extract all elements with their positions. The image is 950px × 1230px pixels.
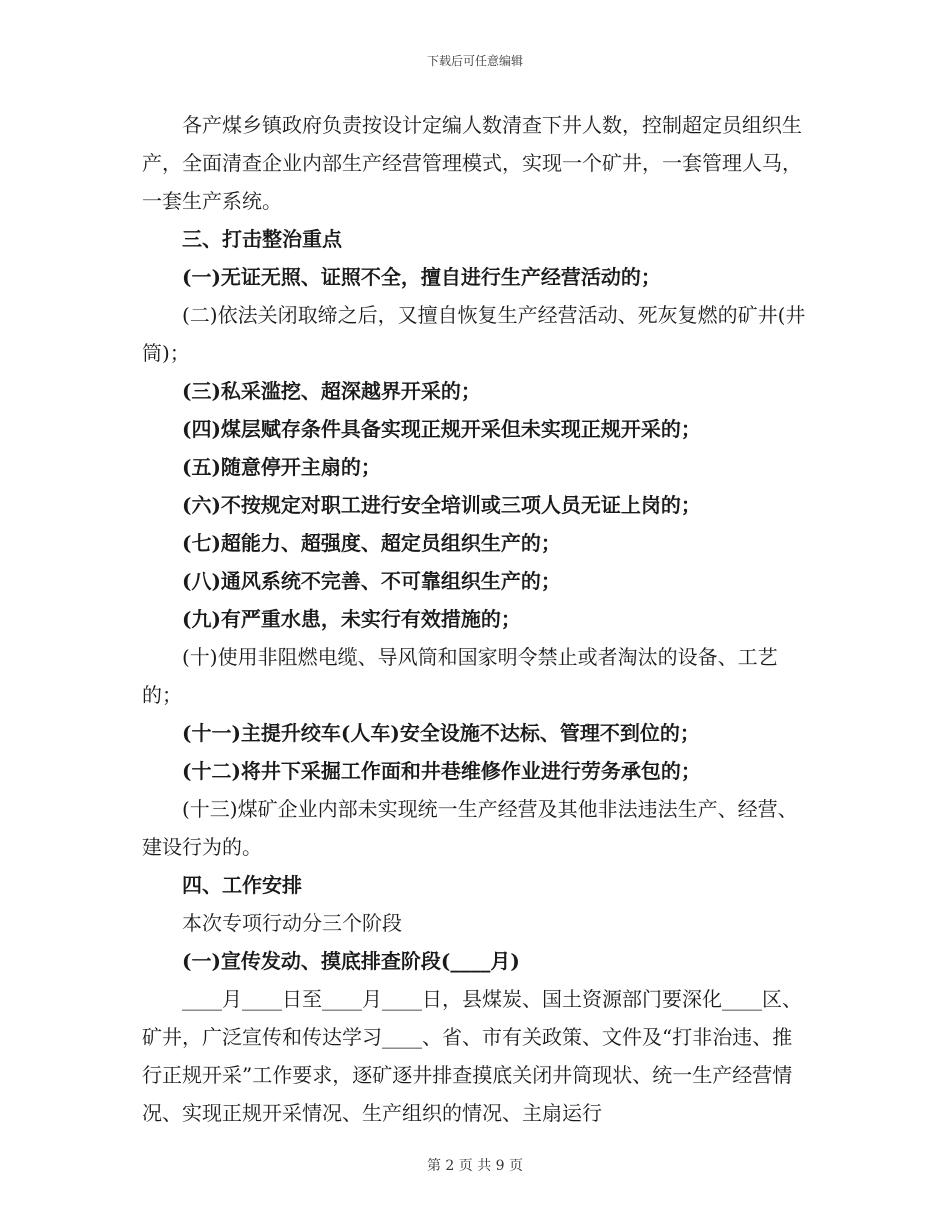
section-heading-3: 三、打击整治重点 <box>182 227 342 251</box>
list-item-13: (十三)煤矿企业内部未实现统一生产经营及其他非法违法生产、经营、建设行为的。 <box>142 797 798 859</box>
list-item-12: (十二)将井下采掘工作面和井巷维修作业进行劳务承包的； <box>182 759 701 783</box>
list-item-10: (十)使用非阻燃电缆、导风筒和国家明令禁止或者淘汰的设备、工艺的； <box>142 645 778 707</box>
document-body <box>142 106 808 1132</box>
list-item-2: (二)依法关闭取缔之后，又擅自恢复生产经营活动、死灰复燃的矿井(井筒)； <box>142 303 806 365</box>
list-item-5: (五)随意停开主扇的； <box>182 455 381 479</box>
list-item-1: (一)无证无照、证照不全，擅自进行生产经营活动的； <box>182 265 661 289</box>
list-item-7: (七)超能力、超强度、超定员组织生产的； <box>182 531 561 555</box>
list-item-11: (十一)主提升绞车(人车)安全设施不达标、管理不到位的； <box>182 721 700 745</box>
stage-heading-1: (一)宣传发动、摸底排查阶段(____月) <box>182 949 520 973</box>
page-number: 第 2 页 共 9 页 <box>426 1158 524 1174</box>
paragraph-1: 各产煤乡镇政府负责按设计定编人数清查下井人数，控制超定员组织生产，全面清查企业内部生产经营管理模式，实现一个矿井，一套管理人马，一套生产系统。 <box>142 113 802 213</box>
list-item-4: (四)煤层赋存条件具备实现正规开采但未实现正规开采的； <box>182 417 701 441</box>
section-heading-4: 四、工作安排 <box>182 873 302 897</box>
list-item-8: (八)通风系统不完善、不可靠组织生产的； <box>182 569 561 593</box>
paragraph-stages: 本次专项行动分三个阶段 <box>182 911 402 935</box>
list-item-3: (三)私采滥挖、超深越界开采的； <box>182 379 481 403</box>
page-header-note: 下载后可任意编辑 <box>426 54 523 68</box>
list-item-6: (六)不按规定对职工进行安全培训或三项人员无证上岗的； <box>182 493 701 517</box>
paragraph-stage-1: ____月____日至____月____日，县煤炭、国土资源部门要深化____区、矿井，广泛宣传和传达学习____、省、市有关政策、文件及“打非治违、推行正规开采”工作要求，逐矿逐井排查摸底关闭井筒现状、统一生产经营情况、实现正规开采情况、生产组织的情况、主扇运行 <box>142 987 802 1125</box>
list-item-9: (九)有严重水患，未实行有效措施的； <box>182 607 521 631</box>
